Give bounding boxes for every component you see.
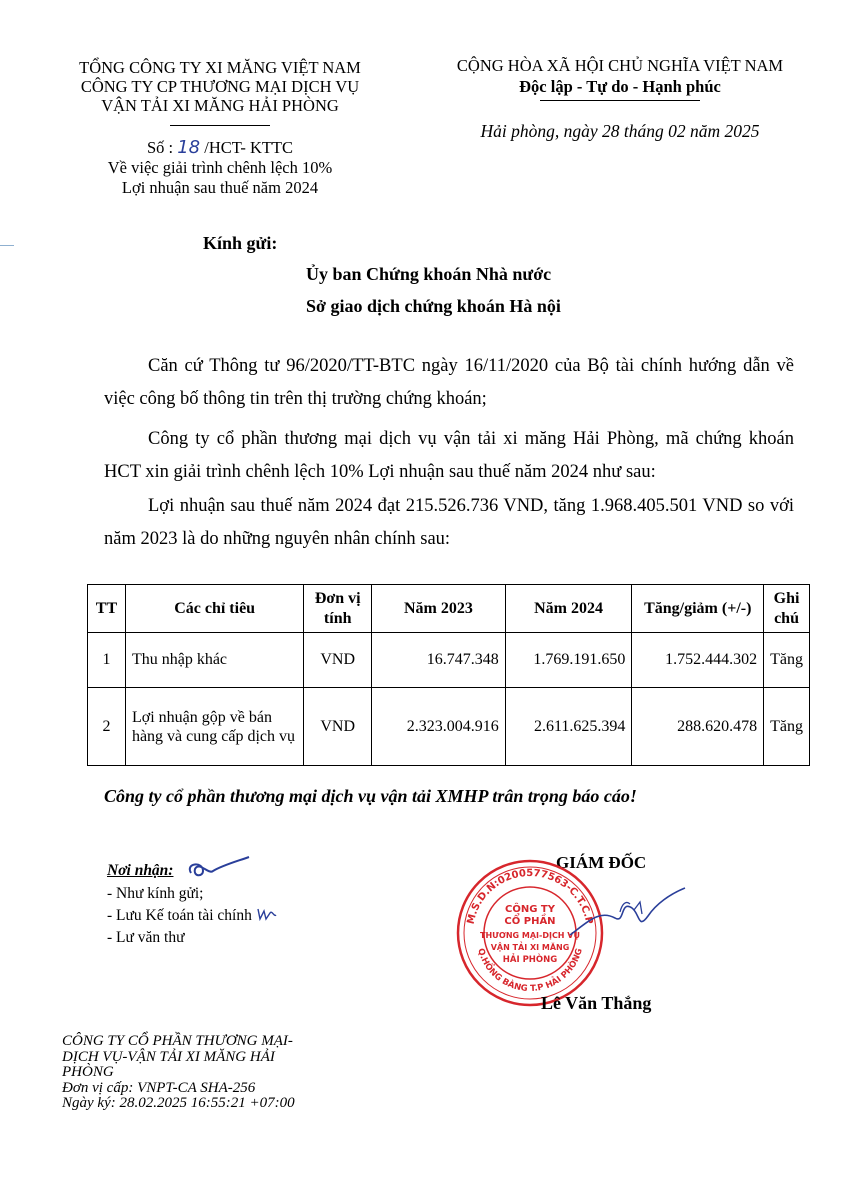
cell-2023: 2.323.004.916 xyxy=(372,688,506,766)
company-name-line2: VẬN TẢI XI MĂNG HẢI PHÒNG xyxy=(101,96,339,115)
document-number-handwritten: 18 xyxy=(177,137,201,158)
svg-text:CÔNG TY: CÔNG TY xyxy=(505,904,555,915)
document-reference xyxy=(40,138,400,198)
col-header-indicator: Các chỉ tiêu xyxy=(125,585,303,633)
distribution-title: Nơi nhận: xyxy=(107,862,174,879)
document-number-line xyxy=(40,138,400,158)
cell-2024: 2.611.625.394 xyxy=(505,688,632,766)
distribution-item: - Như kính gửi; xyxy=(107,885,204,902)
col-header-unit: Đơn vị tính xyxy=(304,585,372,633)
table-header-row xyxy=(88,585,810,633)
digital-sig-company-line1: CÔNG TY CỔ PHẦN THƯƠNG MẠI- xyxy=(62,1033,293,1049)
cell-change: 288.620.478 xyxy=(632,688,764,766)
cell-change: 1.752.444.302 xyxy=(632,633,764,688)
svg-text:HẢI PHÒNG: HẢI PHÒNG xyxy=(502,955,558,965)
paragraph-profit-summary-text: Lợi nhuận sau thuế năm 2024 đạt 215.526.736 VND, tăng 1.968.405.501 VND so với năm 2023 là do những nguyên nhân chính sau: xyxy=(104,496,794,549)
initial-mark xyxy=(256,905,278,923)
distribution-item: - Lư văn thư xyxy=(107,929,185,946)
digital-sig-date: Ngày ký: 28.02.2025 16:55:21 +07:00 xyxy=(62,1095,295,1111)
cell-indicator: Thu nhập khác xyxy=(125,633,303,688)
digital-signature-info xyxy=(62,1034,362,1112)
svg-text:CỔ PHẦN: CỔ PHẦN xyxy=(504,916,556,927)
table-row xyxy=(88,633,810,688)
col-header-2024: Năm 2024 xyxy=(505,585,632,633)
cell-note: Tăng xyxy=(764,688,810,766)
digital-sig-company-line3: PHÒNG xyxy=(62,1064,114,1080)
col-header-tt: TT xyxy=(88,585,126,633)
paragraph-legal-basis-text: Căn cứ Thông tư 96/2020/TT-BTC ngày 16/11/2020 của Bộ tài chính hướng dẫn về việc công bố thông tin trên thị trường chứng khoán; xyxy=(104,356,794,409)
closing-statement: Công ty cổ phần thương mại dịch vụ vận tải XMHP trân trọng báo cáo! xyxy=(104,786,637,806)
cell-tt: 1 xyxy=(88,633,126,688)
initial-signature-mark xyxy=(183,855,253,883)
cell-unit: VND xyxy=(304,688,372,766)
document-number-suffix: /HCT- KTTC xyxy=(204,138,294,157)
cell-indicator: Lợi nhuận gộp về bán hàng và cung cấp dịch vụ xyxy=(125,688,303,766)
document-number-prefix: Số : xyxy=(146,138,174,157)
subject-line1: Về việc giải trình chênh lệch 10% xyxy=(107,158,333,177)
date-line: Hải phòng, ngày 28 tháng 02 năm 2025 xyxy=(480,121,760,141)
table-row xyxy=(88,688,810,766)
header-right-underline xyxy=(540,100,700,101)
svg-text:VẬN TẢI XI MĂNG: VẬN TẢI XI MĂNG xyxy=(490,943,570,952)
cell-2023: 16.747.348 xyxy=(372,633,506,688)
paragraph-explanation-intro-text: Công ty cổ phần thương mại dịch vụ vận tải xi măng Hải Phòng, mã chứng khoán HCT xin giải trình chênh lệch 10% Lợi nhuận sau thuế năm 2024 như sau: xyxy=(104,429,794,482)
national-header xyxy=(420,55,820,97)
cell-2024: 1.769.191.650 xyxy=(505,633,632,688)
stamp-ring-bottom: Q.HỒNG BÀNG T.P HẢI PHÒNG xyxy=(475,947,585,995)
page-edge-mark xyxy=(0,245,14,246)
signer-name: Lê Văn Thắng xyxy=(541,993,652,1013)
digital-sig-issuer: Đơn vị cấp: VNPT-CA SHA-256 xyxy=(62,1079,256,1096)
recipient-1: Ủy ban Chứng khoán Nhà nước xyxy=(306,264,552,284)
digital-sig-company-line2: DỊCH VỤ-VẬN TẢI XI MĂNG HẢI xyxy=(62,1048,275,1065)
subject-line2: Lợi nhuận sau thuế năm 2024 xyxy=(121,178,319,197)
parent-company-name: TỔNG CÔNG TY XI MĂNG VIỆT NAM xyxy=(79,58,361,77)
distribution-list xyxy=(107,855,278,949)
paragraph-explanation-intro xyxy=(104,423,794,489)
paragraph-legal-basis xyxy=(104,350,794,416)
cell-unit: VND xyxy=(304,633,372,688)
signer-role: GIÁM ĐỐC xyxy=(556,853,647,872)
svg-text:THƯƠNG MẠI-DỊCH VỤ: THƯƠNG MẠI-DỊCH VỤ xyxy=(480,931,580,940)
recipient-2: Sở giao dịch chứng khoán Hà nội xyxy=(306,296,561,316)
national-title: CỘNG HÒA XÃ HỘI CHỦ NGHĨA VIỆT NAM xyxy=(456,56,784,75)
col-header-2023: Năm 2023 xyxy=(372,585,506,633)
salutation: Kính gửi: xyxy=(203,233,278,253)
col-header-note: Ghi chú xyxy=(764,585,810,633)
paragraph-profit-summary xyxy=(104,490,794,556)
cell-note: Tăng xyxy=(764,633,810,688)
profit-variance-table xyxy=(87,584,810,766)
cell-tt: 2 xyxy=(88,688,126,766)
header-left-underline xyxy=(170,125,270,126)
director-signature xyxy=(560,880,690,950)
issuer-header xyxy=(40,58,400,115)
company-name-line1: CÔNG TY CP THƯƠNG MẠI DỊCH VỤ xyxy=(80,77,360,96)
stamp-ring-text: M.S.D.N:0200577563-C.T.C.P xyxy=(465,867,595,926)
distribution-item: - Lưu Kế toán tài chính xyxy=(107,905,278,927)
col-header-change: Tăng/giảm (+/-) xyxy=(632,585,764,633)
national-motto: Độc lập - Tự do - Hạnh phúc xyxy=(519,77,721,96)
